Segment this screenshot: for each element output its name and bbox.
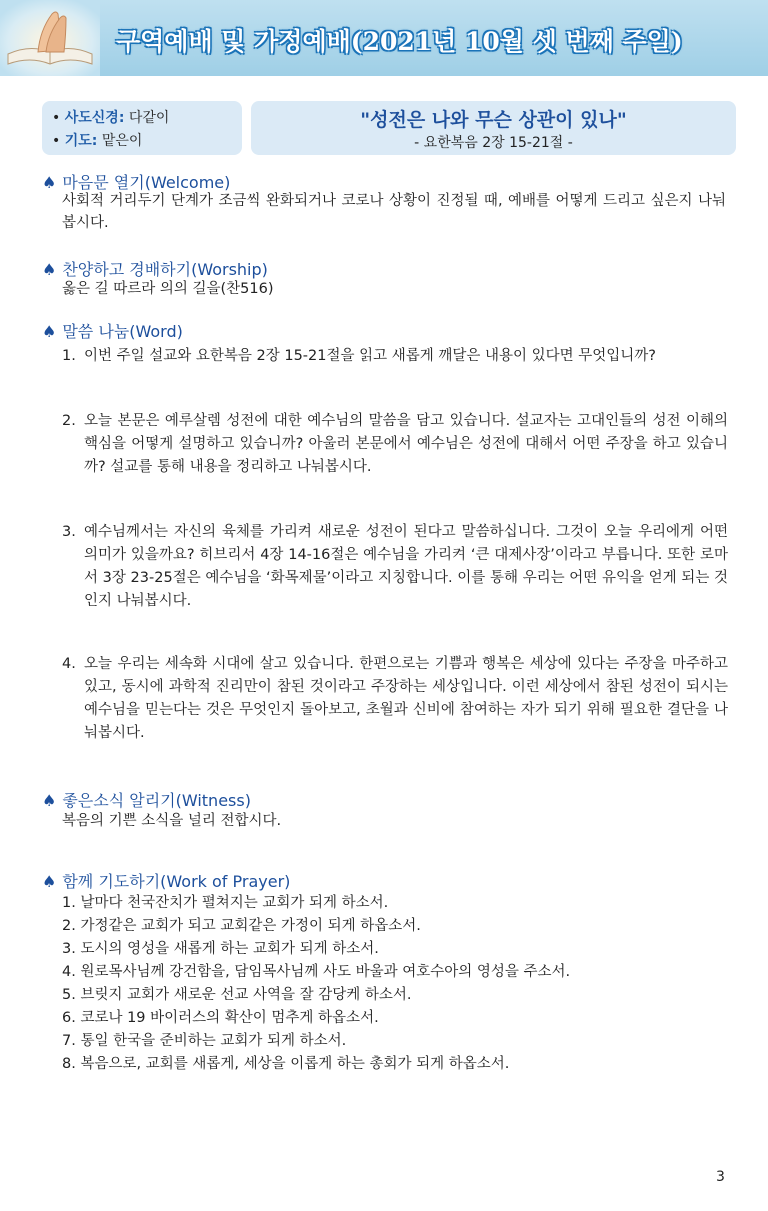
scripture-reference: - 요한복음 2장 15-21절 - — [414, 135, 573, 151]
section-witness-heading: ♠ 좋은소식 알리기(Witness) — [42, 791, 251, 810]
prayer-item: 5. 브릿지 교회가 새로운 선교 사역을 잘 감당케 하소서. — [62, 987, 412, 1003]
spade-icon: ♠ — [42, 322, 57, 341]
section-word-heading: ♠ 말씀 나눔(Word) — [42, 322, 183, 341]
page-number: 3 — [716, 1169, 725, 1185]
word-question: 3. 예수님께서는 자신의 육체를 가리켜 새로운 성전이 된다고 말씀하십니다. 그것이 오늘 우리에게 어떤 의미가 있을까요? 히브리서 4장 14-16절은 예수님을 가리켜 ‘큰 대제사장’이라고 부릅니다. 또한 로마서 3장 23-25절은 예수님을 ‘화목제물’이라고 지칭합니다. 이를 통해 우리는 어떤 유익을 얻게 되는 것인지 나눠봅시다. — [62, 524, 728, 609]
welcome-text: 사회적 거리두기 단계가 조금씩 완화되거나 코로나 상황이 진정될 때, 예배를 어떻게 드리고 싶은지 나눠봅시다. — [62, 193, 726, 231]
page-title: 구역예배 및 가정예배(2021년 10월 셋 번째 주일) — [116, 27, 683, 56]
creed-value: 다같이 — [128, 110, 170, 126]
spade-icon: ♠ — [42, 791, 57, 810]
prayer-value: 맡은이 — [101, 133, 143, 149]
word-question: 1. 이번 주일 설교와 요한복음 2장 15-21절을 읽고 새롭게 깨달은 내용이 있다면 무엇입니까? — [62, 348, 656, 364]
praying-hands-bible-icon — [0, 0, 100, 76]
prayer-item: 7. 통일 한국을 준비하는 교회가 되게 하소서. — [62, 1033, 347, 1049]
section-welcome-heading: ♠ 마음문 열기(Welcome) — [42, 173, 231, 192]
sermon-title: "성전은 나와 무슨 상관이 있나" — [360, 109, 627, 131]
word-question: 4. 오늘 우리는 세속화 시대에 살고 있습니다. 한편으로는 기쁨과 행복은 세상에 있다는 주장을 마주하고 있고, 동시에 과학적 진리만이 참된 것이라고 주장하는 세상입니다. 이런 세상에서 참된 성전이 되시는 예수님을 믿는다는 것은 무엇인지 돌아보고, 초월과 신비에 참여하는 자가 되기 위해 필요한 결단을 나눠봅시다. — [62, 656, 728, 741]
creed-label: 사도신경: — [64, 110, 125, 126]
prayer-line: • 기도: 맡은이 — [52, 133, 143, 149]
witness-text: 복음의 기쁜 소식을 널리 전합시다. — [62, 813, 282, 829]
prayer-item: 3. 도시의 영성을 새롭게 하는 교회가 되게 하소서. — [62, 941, 379, 957]
header-banner — [0, 0, 768, 76]
spade-icon: ♠ — [42, 872, 57, 891]
prayer-item: 1. 날마다 천국잔치가 펼쳐지는 교회가 되게 하소서. — [62, 895, 389, 911]
service-info-box — [42, 101, 242, 155]
prayer-label: 기도: — [64, 133, 98, 149]
section-worship-heading: ♠ 찬양하고 경배하기(Worship) — [42, 260, 268, 279]
sermon-title-box — [251, 101, 736, 155]
prayer-item: 2. 가정같은 교회가 되고 교회같은 가정이 되게 하옵소서. — [62, 918, 421, 934]
word-question: 2. 오늘 본문은 예루살렘 성전에 대한 예수님의 말씀을 담고 있습니다. 설교자는 고대인들의 성전 이해의 핵심을 어떻게 설명하고 있습니까? 아울러 본문에서 예수님은 성전에 대해서 어떤 주장을 하고 있습니까? 설교를 통해 내용을 정리하고 나눠봅시다. — [62, 413, 728, 475]
prayer-item: 6. 코로나 19 바이러스의 확산이 멈추게 하옵소서. — [62, 1010, 379, 1026]
prayer-item: 8. 복음으로, 교회를 새롭게, 세상을 이롭게 하는 총회가 되게 하옵소서. — [62, 1056, 510, 1072]
prayer-item: 4. 원로목사님께 강건함을, 담임목사님께 사도 바울과 여호수아의 영성을 주소서. — [62, 964, 571, 980]
worship-hymn: 옳은 길 따르라 의의 길을(찬516) — [62, 281, 274, 297]
section-prayer-heading: ♠ 함께 기도하기(Work of Prayer) — [42, 872, 291, 891]
spade-icon: ♠ — [42, 173, 57, 192]
creed-line: • 사도신경: 다같이 — [52, 110, 170, 126]
spade-icon: ♠ — [42, 260, 57, 279]
